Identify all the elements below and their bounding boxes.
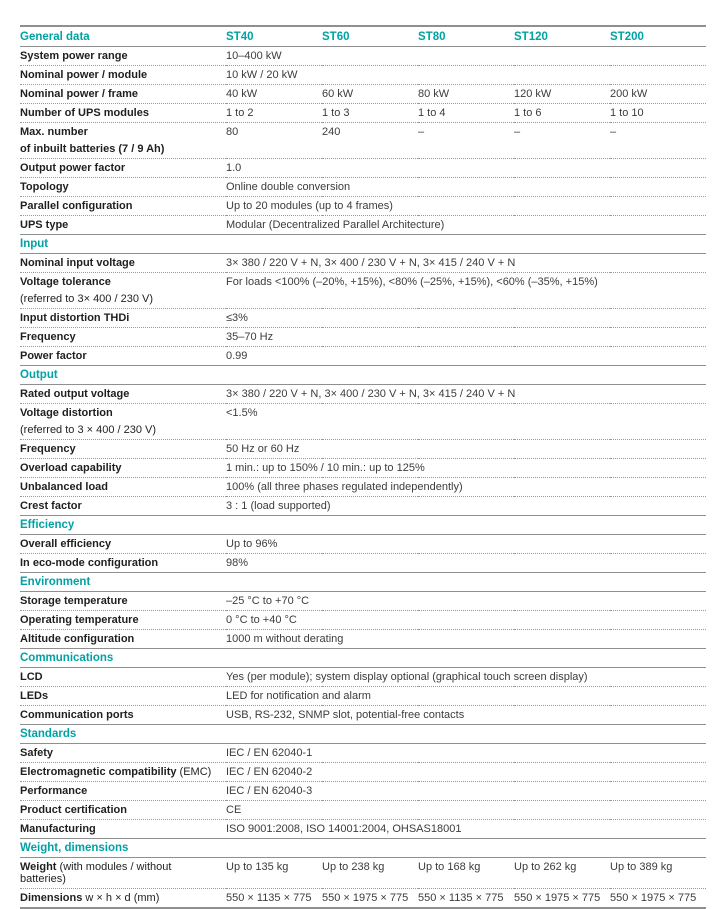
row-label [20, 497, 226, 516]
row-label-note: (EMC) [176, 766, 212, 778]
spec-row [20, 66, 706, 85]
row-label [20, 706, 226, 725]
row-value: 550 × 1975 × 775 [514, 889, 610, 909]
row-label [20, 385, 226, 404]
row-label [20, 535, 226, 554]
column-header-st60: ST60 [322, 31, 350, 43]
row-value: Yes (per module); system display optional (graphical touch screen display) [226, 668, 706, 687]
spec-row [20, 254, 706, 273]
row-value: 50 Hz or 60 Hz [226, 440, 706, 459]
row-value: 0.99 [226, 347, 706, 366]
row-value: Modular (Decentralized Parallel Architecture) [226, 216, 706, 235]
spec-table-body [20, 47, 706, 909]
row-label-text: Nominal power / frame [20, 88, 138, 100]
spec-row [20, 820, 706, 839]
row-value: 0 °C to +40 °C [226, 611, 706, 630]
spec-row [20, 763, 706, 782]
row-label [20, 273, 226, 309]
row-label-text: Output power factor [20, 162, 126, 174]
row-label [20, 858, 226, 889]
spec-row [20, 706, 706, 725]
spec-row [20, 858, 706, 889]
row-value: ISO 9001:2008, ISO 14001:2004, OHSAS18001 [226, 820, 706, 839]
spec-row [20, 801, 706, 820]
row-value: 550 × 1135 × 775 [418, 889, 514, 909]
row-value: 550 × 1135 × 775 [226, 889, 322, 909]
section-header-row [20, 235, 706, 254]
section-header-row [20, 839, 706, 858]
row-label [20, 404, 226, 440]
row-value: Up to 168 kg [418, 858, 514, 889]
row-label-text: Performance [20, 785, 88, 797]
row-label [20, 66, 226, 85]
row-label-text: Power factor [20, 350, 87, 362]
row-value: 98% [226, 554, 706, 573]
row-label-text: LEDs [20, 690, 49, 702]
row-label [20, 309, 226, 328]
row-value: 40 kW [226, 85, 322, 104]
spec-row [20, 273, 706, 309]
row-value: 3 : 1 (load supported) [226, 497, 706, 516]
spec-row [20, 197, 706, 216]
row-value: IEC / EN 62040-1 [226, 744, 706, 763]
row-label-text: LCD [20, 671, 43, 683]
row-label-text: Frequency [20, 443, 76, 455]
section-header-row [20, 725, 706, 744]
row-label [20, 801, 226, 820]
row-label-text: Nominal input voltage [20, 257, 135, 269]
row-value: 80 kW [418, 85, 514, 104]
row-label-subline: (referred to 3× 400 / 230 V) [20, 293, 153, 305]
row-value: 60 kW [322, 85, 418, 104]
spec-row [20, 687, 706, 706]
row-label-text: Safety [20, 747, 54, 759]
row-label-text: Voltage tolerance [20, 276, 111, 288]
row-value: Up to 238 kg [322, 858, 418, 889]
row-label [20, 889, 226, 909]
row-label-text: Weight [20, 861, 57, 873]
spec-row [20, 668, 706, 687]
spec-table [20, 25, 706, 909]
row-value: 200 kW [610, 85, 706, 104]
row-value: – [418, 123, 514, 159]
spec-row [20, 744, 706, 763]
section-header-row [20, 573, 706, 592]
spec-row [20, 459, 706, 478]
row-label-text: Parallel configuration [20, 200, 133, 212]
row-value: IEC / EN 62040-3 [226, 782, 706, 801]
row-value: Up to 262 kg [514, 858, 610, 889]
row-label [20, 592, 226, 611]
row-label-text: Topology [20, 181, 69, 193]
spec-row [20, 611, 706, 630]
row-value: 120 kW [514, 85, 610, 104]
column-header-st40: ST40 [226, 31, 254, 43]
row-label [20, 763, 226, 782]
row-label-subline: of inbuilt batteries (7 / 9 Ah) [20, 143, 165, 155]
row-label-text: Storage temperature [20, 595, 128, 607]
row-value: ≤3% [226, 309, 706, 328]
row-value: Up to 96% [226, 535, 706, 554]
row-label [20, 216, 226, 235]
section-title: Input [20, 235, 706, 254]
row-label [20, 197, 226, 216]
spec-row [20, 328, 706, 347]
row-value: IEC / EN 62040-2 [226, 763, 706, 782]
row-value: 1 to 4 [418, 104, 514, 123]
spec-row [20, 404, 706, 440]
spec-row [20, 85, 706, 104]
row-value: 1 to 2 [226, 104, 322, 123]
row-value: Up to 389 kg [610, 858, 706, 889]
row-label [20, 47, 226, 66]
spec-row [20, 159, 706, 178]
row-label-note: w × h × d (mm) [82, 892, 160, 904]
row-label-text: Unbalanced load [20, 481, 109, 493]
row-label [20, 85, 226, 104]
row-value: –25 °C to +70 °C [226, 592, 706, 611]
row-value: 240 [322, 123, 418, 159]
row-value: <1.5% [226, 404, 706, 440]
row-label-text: Crest factor [20, 500, 82, 512]
spec-row [20, 535, 706, 554]
row-label-text: Manufacturing [20, 823, 96, 835]
row-value: 1000 m without derating [226, 630, 706, 649]
row-value: – [610, 123, 706, 159]
row-label [20, 554, 226, 573]
row-label-text: Max. number [20, 126, 88, 138]
row-value: 1 to 10 [610, 104, 706, 123]
spec-row [20, 347, 706, 366]
row-label [20, 668, 226, 687]
spec-row [20, 216, 706, 235]
spec-row [20, 592, 706, 611]
row-value: USB, RS-232, SNMP slot, potential-free contacts [226, 706, 706, 725]
section-header-row [20, 516, 706, 535]
section-title: Weight, dimensions [20, 839, 706, 858]
row-label [20, 178, 226, 197]
table-header-label: General data [20, 31, 90, 43]
row-value: 1 to 3 [322, 104, 418, 123]
row-label [20, 478, 226, 497]
spec-row [20, 478, 706, 497]
row-label [20, 159, 226, 178]
section-title: Standards [20, 725, 706, 744]
row-value: Online double conversion [226, 178, 706, 197]
row-label [20, 254, 226, 273]
row-label-text: System power range [20, 50, 128, 62]
row-label [20, 440, 226, 459]
row-label-note: (with modules / without batteries) [20, 861, 172, 885]
row-label-text: Electromagnetic compatibility [20, 766, 177, 778]
row-label-text: Overload capability [20, 462, 122, 474]
row-value: Up to 135 kg [226, 858, 322, 889]
row-label [20, 744, 226, 763]
row-label-text: Input distortion THDi [20, 312, 130, 324]
row-value: Up to 20 modules (up to 4 frames) [226, 197, 706, 216]
row-label-text: Operating temperature [20, 614, 139, 626]
section-title: Communications [20, 649, 706, 668]
row-label-text: Nominal power / module [20, 69, 148, 81]
row-value: 1 to 6 [514, 104, 610, 123]
section-title: Environment [20, 573, 706, 592]
row-label-text: Rated output voltage [20, 388, 130, 400]
section-header-row [20, 649, 706, 668]
row-label-text: In eco-mode configuration [20, 557, 159, 569]
spec-row [20, 782, 706, 801]
row-label [20, 328, 226, 347]
row-value: 10 kW / 20 kW [226, 66, 706, 85]
row-value: 1.0 [226, 159, 706, 178]
spec-row [20, 123, 706, 159]
row-label-text: Product certification [20, 804, 127, 816]
row-label-text: Dimensions [20, 892, 83, 904]
row-value: CE [226, 801, 706, 820]
row-value: 1 min.: up to 150% / 10 min.: up to 125% [226, 459, 706, 478]
table-header-row [20, 26, 706, 47]
spec-row [20, 104, 706, 123]
section-title: Efficiency [20, 516, 706, 535]
row-label [20, 687, 226, 706]
row-value: 80 [226, 123, 322, 159]
row-label [20, 611, 226, 630]
row-label [20, 123, 226, 159]
row-value: 550 × 1975 × 775 [610, 889, 706, 909]
spec-row [20, 178, 706, 197]
row-label [20, 104, 226, 123]
column-header-st200: ST200 [610, 31, 644, 43]
spec-row [20, 385, 706, 404]
spec-row [20, 440, 706, 459]
row-label-text: Communication ports [20, 709, 134, 721]
spec-row [20, 497, 706, 516]
row-value: For loads <100% (–20%, +15%), <80% (–25%, +15%), <60% (–35%, +15%) [226, 273, 706, 309]
column-header-st80: ST80 [418, 31, 446, 43]
row-label [20, 347, 226, 366]
row-label-text: Number of UPS modules [20, 107, 149, 119]
row-value: LED for notification and alarm [226, 687, 706, 706]
spec-row [20, 309, 706, 328]
row-label-text: Altitude configuration [20, 633, 135, 645]
spec-row [20, 889, 706, 909]
spec-row [20, 630, 706, 649]
row-label-subline: (referred to 3 × 400 / 230 V) [20, 424, 157, 436]
row-label [20, 630, 226, 649]
section-header-row [20, 366, 706, 385]
spec-row [20, 554, 706, 573]
row-label-text: Overall efficiency [20, 538, 112, 550]
row-label [20, 820, 226, 839]
row-value: 3× 380 / 220 V + N, 3× 400 / 230 V + N, 3× 415 / 240 V + N [226, 385, 706, 404]
row-label-text: Voltage distortion [20, 407, 113, 419]
row-label [20, 782, 226, 801]
column-header-st120: ST120 [514, 31, 548, 43]
row-value: 3× 380 / 220 V + N, 3× 400 / 230 V + N, 3× 415 / 240 V + N [226, 254, 706, 273]
row-value: – [514, 123, 610, 159]
row-label [20, 459, 226, 478]
row-value: 100% (all three phases regulated independently) [226, 478, 706, 497]
spec-row [20, 47, 706, 66]
section-title: Output [20, 366, 706, 385]
row-value: 550 × 1975 × 775 [322, 889, 418, 909]
row-label-text: UPS type [20, 219, 69, 231]
row-value: 35–70 Hz [226, 328, 706, 347]
row-value: 10–400 kW [226, 47, 706, 66]
row-label-text: Frequency [20, 331, 76, 343]
